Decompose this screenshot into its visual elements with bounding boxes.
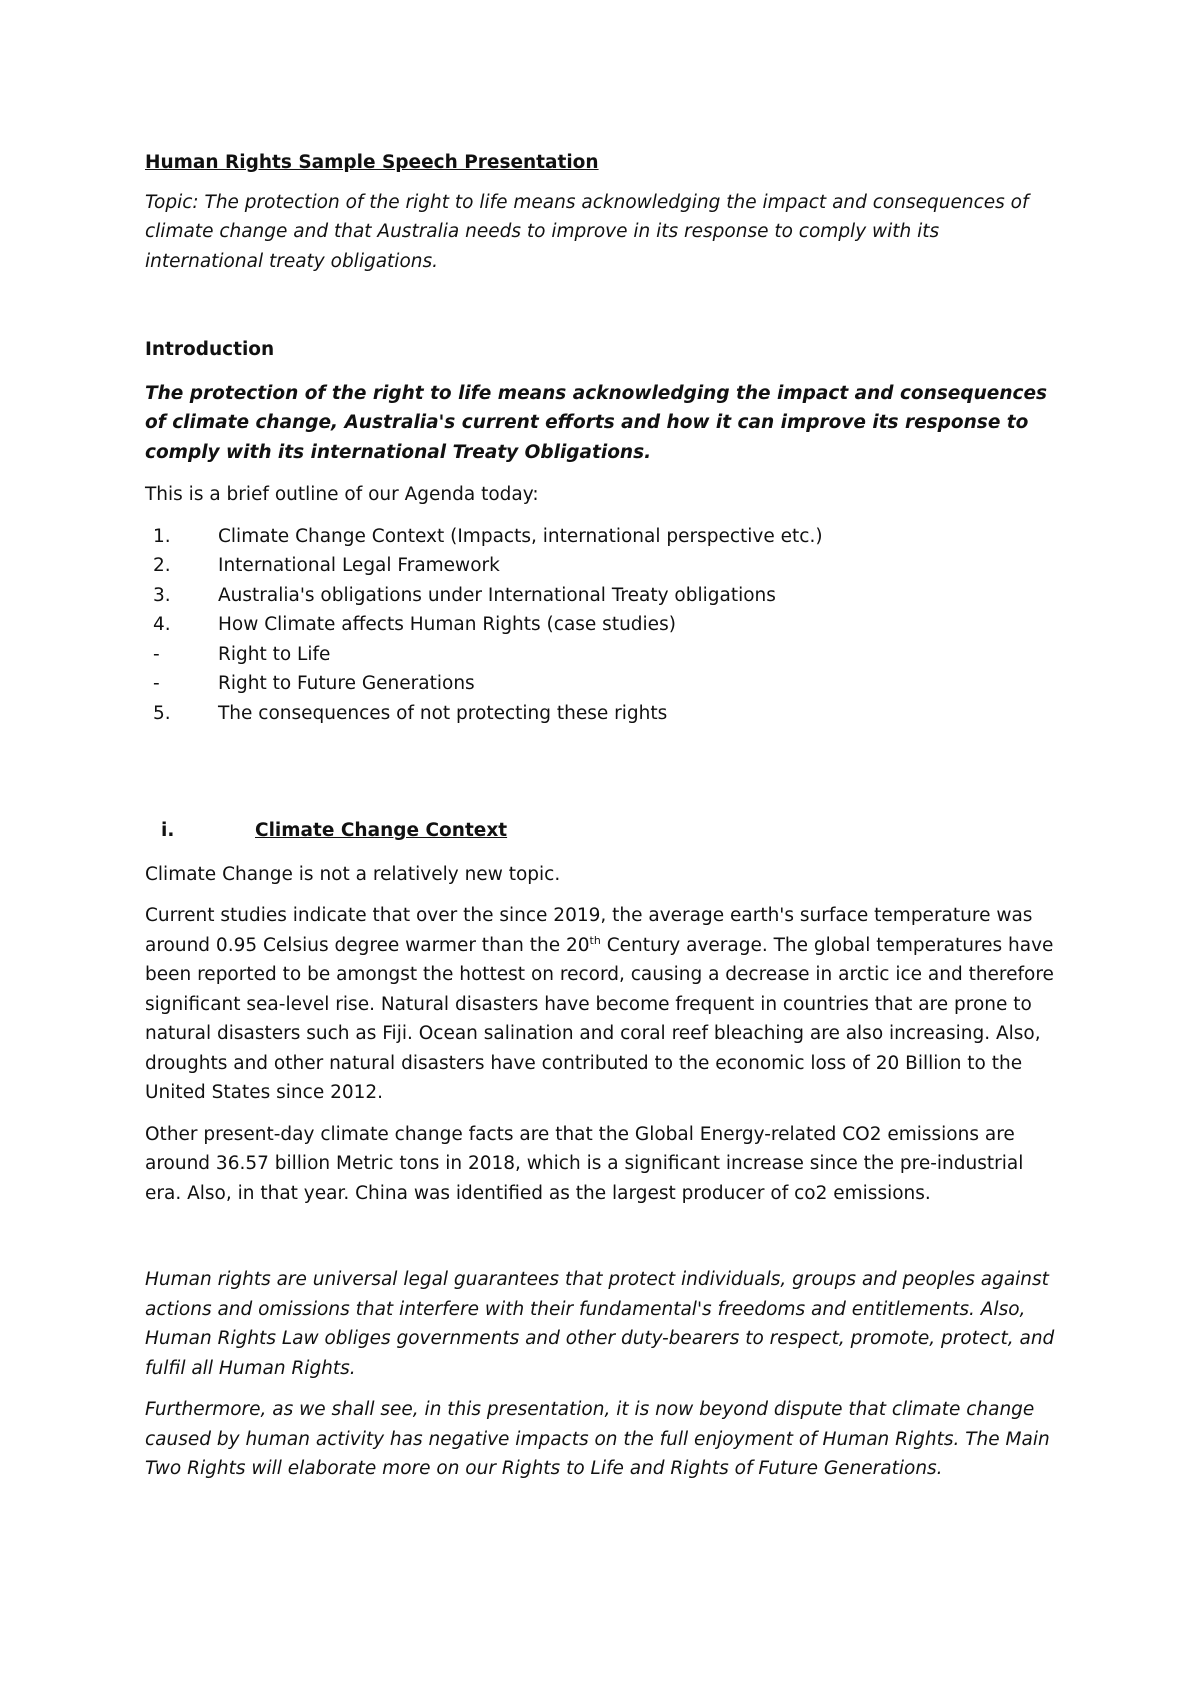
agenda-marker: 3. (153, 584, 171, 606)
agenda-text: The consequences of not protecting these rights (218, 702, 668, 724)
climate-paragraph-3: Other present-day climate change facts are that the Global Energy-related CO2 emissions are around 36.57 billion Metric tons in 2018, which is a significant increase since the pre-industrial era. Also, in that year. China was identified as the largest producer of co2 emissions. (145, 1123, 1024, 1204)
ordinal-superscript: th (589, 933, 601, 947)
introduction-statement: The protection of the right to life means acknowledging the impact and consequences of climate change, Australia's current efforts and how it can improve its response to comply with its international Treaty Obligations. (145, 382, 1048, 463)
agenda-text: Climate Change Context (Impacts, international perspective etc.) (218, 525, 823, 547)
agenda-marker: 5. (153, 702, 171, 724)
section-heading-climate-context (145, 816, 1060, 846)
climate-paragraph-2-start: Current studies indicate that over the since 2019, the average earth's surface temperature was around 0.95 Celsius degree warmer than the 20 (145, 905, 1033, 956)
agenda-text: Right to Life (218, 643, 331, 665)
agenda-item (145, 699, 1060, 729)
climate-paragraph-2 (145, 901, 1060, 1108)
climate-paragraph-2-end: Century average. The global temperatures have been reported to be amongst the hottest on record, causing a decrease in arctic ice and therefore significant sea-level rise. Natural disasters have become frequent in countries that are prone to natural disasters such as Fiji. Ocean salination and coral reef bleaching are also increasing. Also, droughts and other natural disasters have contributed to the economic loss of 20 Billion to the United States since 2012. (145, 934, 1054, 1103)
agenda-marker: - (153, 643, 160, 665)
agenda-marker: 2. (153, 555, 171, 576)
topic-label: Topic: (145, 191, 199, 213)
topic-text: The protection of the right to life means acknowledging the impact and consequences of climate change and that Australia needs to improve in its response to comply with its international treaty obligations. (145, 191, 1029, 272)
document-title: Human Rights Sample Speech Presentation (145, 152, 599, 173)
agenda-intro: This is a brief outline of our Agenda today: (145, 484, 539, 505)
agenda-text: Right to Future Generations (218, 673, 475, 694)
agenda-marker: 1. (153, 525, 171, 547)
climate-paragraph-1: Climate Change is not a relatively new topic. (145, 863, 561, 885)
agenda-text: International Legal Framework (218, 555, 500, 576)
introduction-heading: Introduction (145, 339, 275, 360)
agenda-item (145, 669, 1060, 699)
agenda-list (145, 522, 1060, 729)
topic-paragraph (145, 188, 1060, 277)
agenda-item (145, 551, 1060, 581)
agenda-text: How Climate affects Human Rights (case studies) (218, 614, 676, 635)
agenda-item (145, 640, 1060, 670)
agenda-text: Australia's obligations under International Treaty obligations (218, 584, 776, 606)
spacer (145, 1220, 1060, 1265)
human-rights-paragraph: Human rights are universal legal guarantees that protect individuals, groups and peoples against actions and omissions that interfere with their fundamental's freedoms and entitlements. Also, Human Rights Law obliges governments and other duty-bearers to respect, promote, protect, and fulfil all Human Rights. (145, 1269, 1055, 1379)
agenda-marker: 4. (153, 614, 171, 635)
furthermore-paragraph: Furthermore, as we shall see, in this presentation, it is now beyond dispute that climate change caused by human activity has negative impacts on the full enjoyment of Human Rights. The Main Two Rights will elaborate more on our Rights to Life and Rights of Future Generations. (145, 1399, 1050, 1479)
section-title: Climate Change Context (255, 820, 508, 841)
agenda-marker: - (153, 673, 160, 694)
agenda-item (145, 522, 1060, 552)
agenda-item (145, 610, 1060, 640)
section-number: i. (161, 820, 175, 841)
agenda-item (145, 581, 1060, 611)
